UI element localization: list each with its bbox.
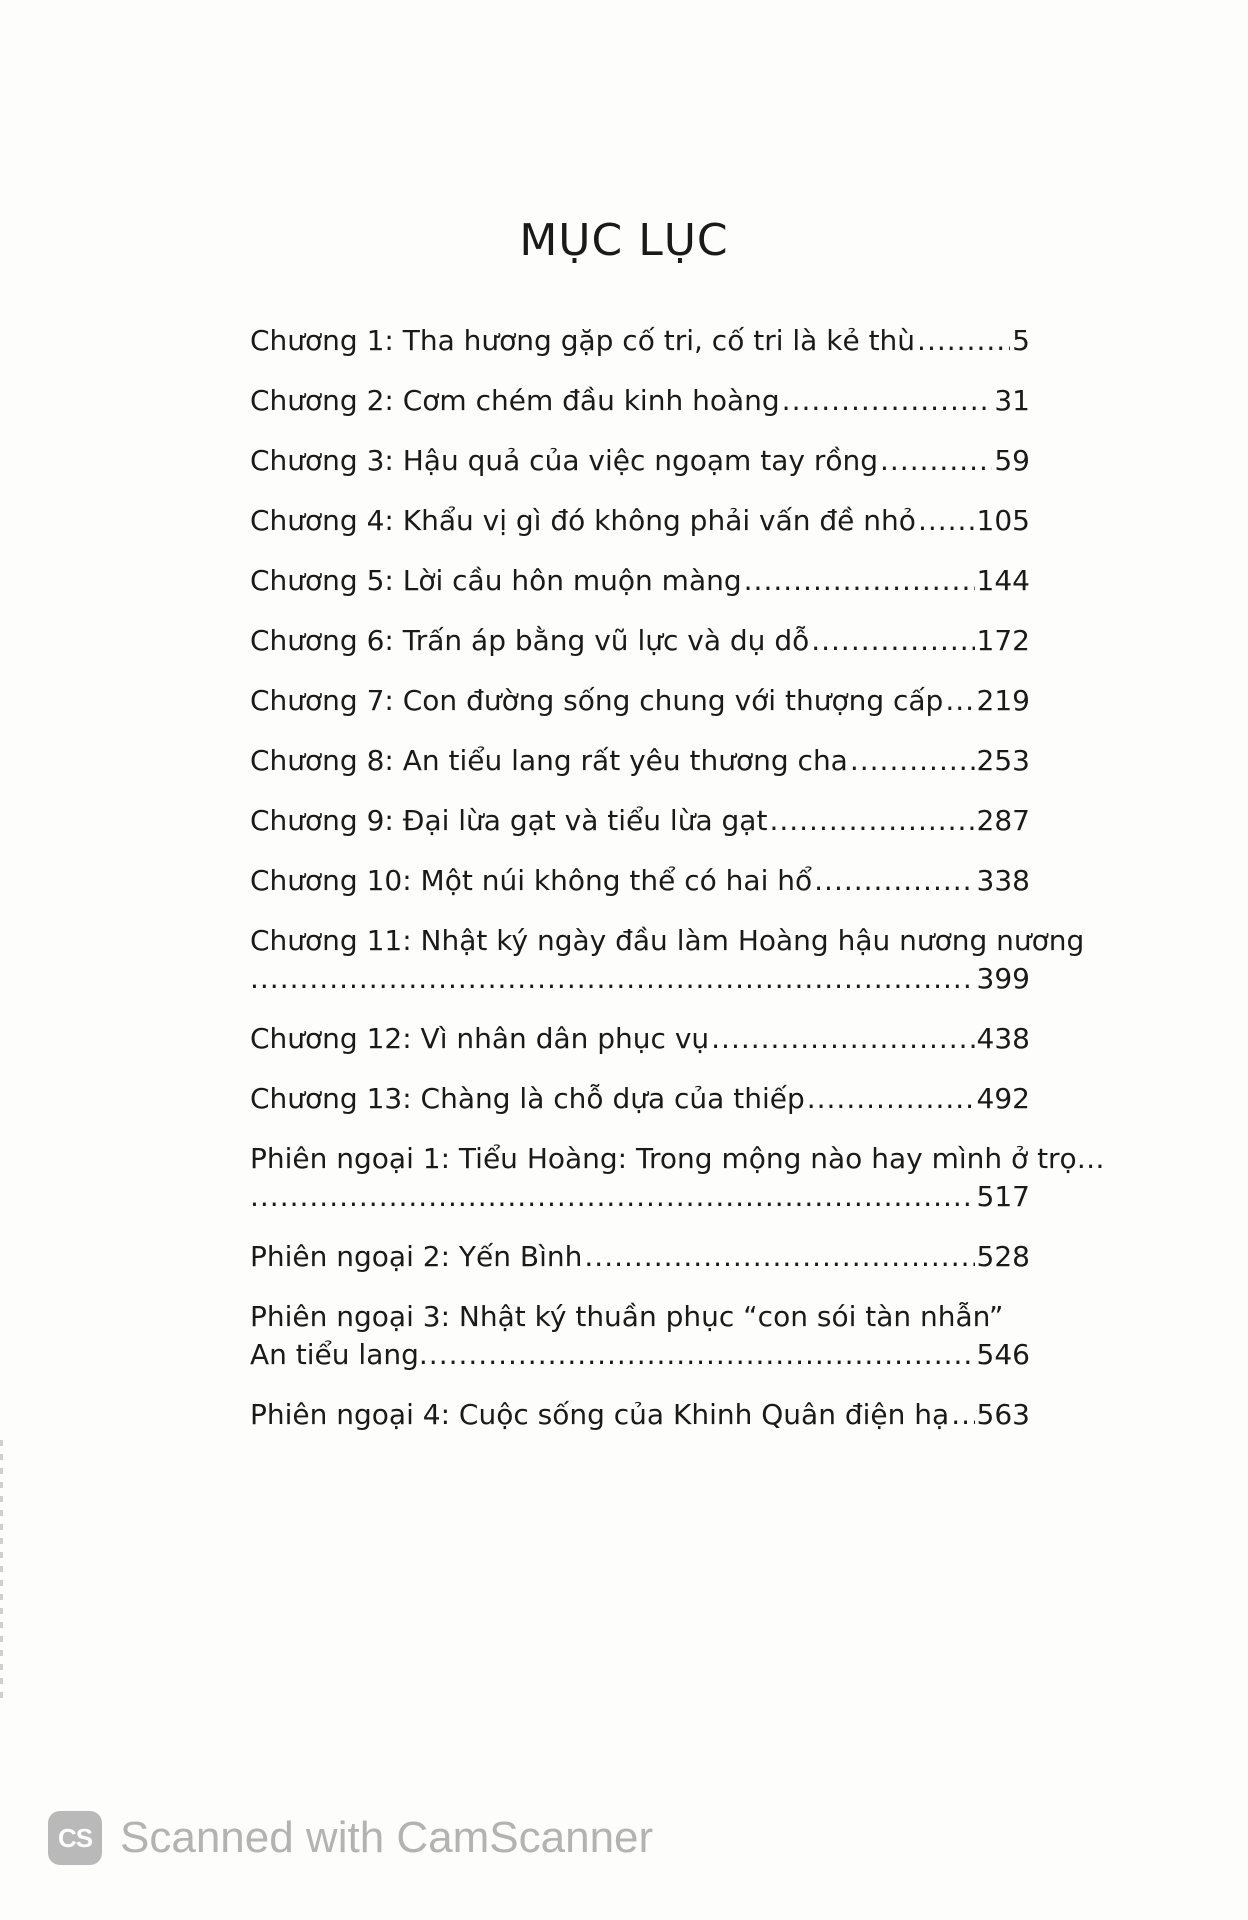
toc-entry <box>250 682 1030 720</box>
dot-leader <box>814 862 974 900</box>
dot-leader <box>945 682 974 720</box>
toc-entry-page: 31 <box>994 384 1030 417</box>
toc-entry-title: Chương 1: Tha hương gặp cố tri, cố tri là kẻ thù <box>250 324 916 357</box>
toc-entry <box>250 1238 1030 1276</box>
page-title: MỤC LỤC <box>519 215 729 267</box>
toc-entry <box>250 562 1030 600</box>
toc-entry-title: Chương 12: Vì nhân dân phục vụ <box>250 1022 710 1055</box>
dot-leader <box>811 622 974 660</box>
toc-entry <box>250 622 1030 660</box>
dot-leader <box>250 1178 975 1216</box>
dot-leader <box>918 502 975 540</box>
toc-entry-page: 399 <box>976 962 1030 995</box>
dot-leader <box>807 1080 975 1118</box>
toc-entry <box>250 742 1030 780</box>
toc-entry-title: Chương 2: Cơm chém đầu kinh hoàng <box>250 384 780 417</box>
toc-entry-title: Phiên ngoại 4: Cuộc sống của Khinh Quân điện hạ <box>250 1398 950 1431</box>
toc-entry-page: 546 <box>976 1338 1030 1371</box>
toc-entry <box>250 802 1030 840</box>
toc-entry-title: Chương 13: Chàng là chỗ dựa của thiếp <box>250 1082 805 1115</box>
toc-entry <box>250 322 1030 360</box>
dot-leader <box>711 1020 974 1058</box>
toc-entry-title: Chương 11: Nhật ký ngày đầu làm Hoàng hậu nương nương <box>250 924 1085 957</box>
toc-entry <box>250 862 1030 900</box>
dot-leader <box>584 1238 974 1276</box>
dot-leader <box>419 1336 975 1374</box>
dot-leader <box>951 1396 974 1434</box>
toc-entry-page: 438 <box>976 1022 1030 1055</box>
toc-entry-page: 5 <box>1012 324 1030 357</box>
toc-entry-page: 287 <box>976 804 1030 837</box>
toc-entry <box>250 1080 1030 1118</box>
camscanner-watermark <box>48 1808 653 1868</box>
toc-entry <box>250 1396 1030 1434</box>
toc-entry-page: 144 <box>976 564 1030 597</box>
toc-entry <box>250 1298 1030 1374</box>
toc-entry-title: Chương 4: Khẩu vị gì đó không phải vấn đề nhỏ <box>250 504 916 537</box>
toc-entry-title-continued: An tiểu lang <box>250 1338 419 1371</box>
dot-leader <box>769 802 974 840</box>
toc-entry-title: Chương 10: Một núi không thể có hai hổ <box>250 864 813 897</box>
toc-entry-title: Chương 6: Trấn áp bằng vũ lực và dụ dỗ <box>250 624 810 657</box>
toc-entry <box>250 382 1030 420</box>
toc-entry-title: Chương 7: Con đường sống chung với thượng cấp <box>250 684 944 717</box>
watermark-text: Scanned with CamScanner <box>120 1813 654 1862</box>
toc-entry-page: 105 <box>976 504 1030 537</box>
toc-entry <box>250 1020 1030 1058</box>
dot-leader <box>850 742 975 780</box>
toc-entry-page: 219 <box>976 684 1030 717</box>
toc-entry-page: 517 <box>976 1180 1030 1213</box>
dot-leader <box>917 322 1010 360</box>
toc-entry <box>250 502 1030 540</box>
toc-entry-title: Phiên ngoại 3: Nhật ký thuần phục “con sói tàn nhẫn” <box>250 1300 1004 1333</box>
toc-entry-page: 172 <box>976 624 1030 657</box>
toc-entry-page: 563 <box>976 1398 1030 1431</box>
toc-entry <box>250 922 1085 998</box>
toc-entry-page: 338 <box>976 864 1030 897</box>
toc-entry-page: 492 <box>976 1082 1030 1115</box>
scan-edge-mark <box>0 1440 3 1700</box>
dot-leader <box>782 382 993 420</box>
toc-entry-title: Phiên ngoại 2: Yến Bình <box>250 1240 583 1273</box>
toc-entry <box>250 1140 1105 1216</box>
toc-entry-title: Chương 3: Hậu quả của việc ngoạm tay rồng <box>250 444 879 477</box>
toc-entry-page: 253 <box>976 744 1030 777</box>
camscanner-logo-icon <box>48 1811 102 1865</box>
toc-entry-page: 528 <box>976 1240 1030 1273</box>
toc-entry-title: Chương 5: Lời cầu hôn muộn màng <box>250 564 742 597</box>
camscanner-logo-text: CS <box>57 1822 93 1853</box>
dot-leader <box>880 442 992 480</box>
toc-entry-title: Chương 8: An tiểu lang rất yêu thương cha <box>250 744 848 777</box>
dot-leader <box>250 960 975 998</box>
toc-entry-title: Phiên ngoại 1: Tiểu Hoàng: Trong mộng nào hay mình ở trọ… <box>250 1142 1105 1175</box>
toc-entry-page: 59 <box>994 444 1030 477</box>
dot-leader <box>744 562 975 600</box>
toc-entry-title: Chương 9: Đại lừa gạt và tiểu lừa gạt <box>250 804 768 837</box>
toc-entry <box>250 442 1030 480</box>
table-of-contents <box>250 322 1105 1456</box>
